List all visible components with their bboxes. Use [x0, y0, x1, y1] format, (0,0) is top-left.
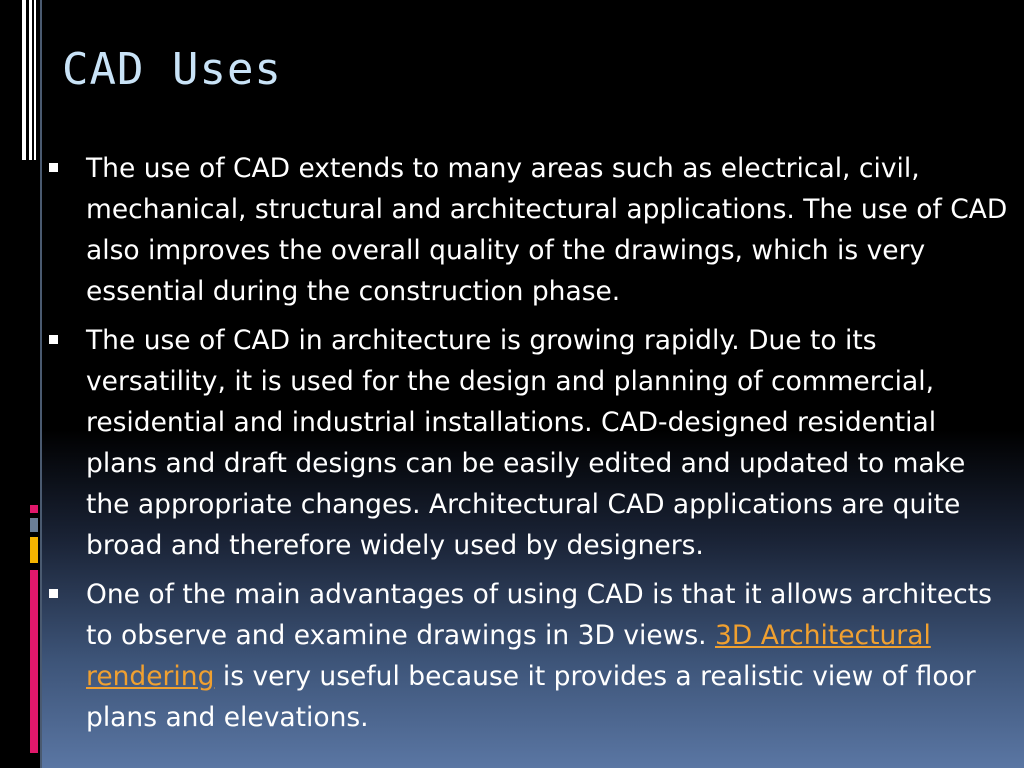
square-bullet-icon — [49, 589, 58, 598]
white-bar — [22, 0, 26, 160]
bullet-text: is very useful because it provides a realistic view of floor plans and elevations. — [86, 661, 976, 733]
yellow-accent-bar — [30, 537, 38, 563]
left-decorative-strip — [0, 0, 40, 768]
strip-edge-line — [40, 0, 42, 768]
list-item — [48, 574, 1008, 738]
slate-accent-bar — [30, 518, 38, 532]
page-title: CAD Uses — [62, 44, 282, 95]
white-bar — [29, 0, 32, 160]
list-item — [48, 320, 1008, 566]
square-bullet-icon — [49, 335, 58, 344]
white-bar — [34, 0, 36, 160]
square-bullet-icon — [49, 163, 58, 172]
magenta-accent-bar — [30, 505, 38, 513]
bullet-list — [48, 148, 1008, 746]
bullet-text: The use of CAD extends to many areas such as electrical, civil, mechanical, structural and architectural applications. The use of CAD also improves the overall quality of the drawings, which is very essential during the construction phase. — [86, 153, 1008, 307]
list-item — [48, 148, 1008, 312]
bullet-text: The use of CAD in architecture is growing rapidly. Due to its versatility, it is used for the design and planning of commercial, residential and industrial installations. CAD-designed residential plans and draft designs can be easily edited and updated to make the appropriate changes. Architectural CAD applications are quite broad and therefore widely used by designers. — [86, 325, 966, 561]
architectural-rendering-link[interactable]: 3D Architectural rendering — [86, 620, 931, 692]
magenta-accent-bar — [30, 570, 38, 753]
bullet-text: One of the main advantages of using CAD is that it allows architects to observe and examine drawings in 3D views. — [86, 579, 992, 651]
